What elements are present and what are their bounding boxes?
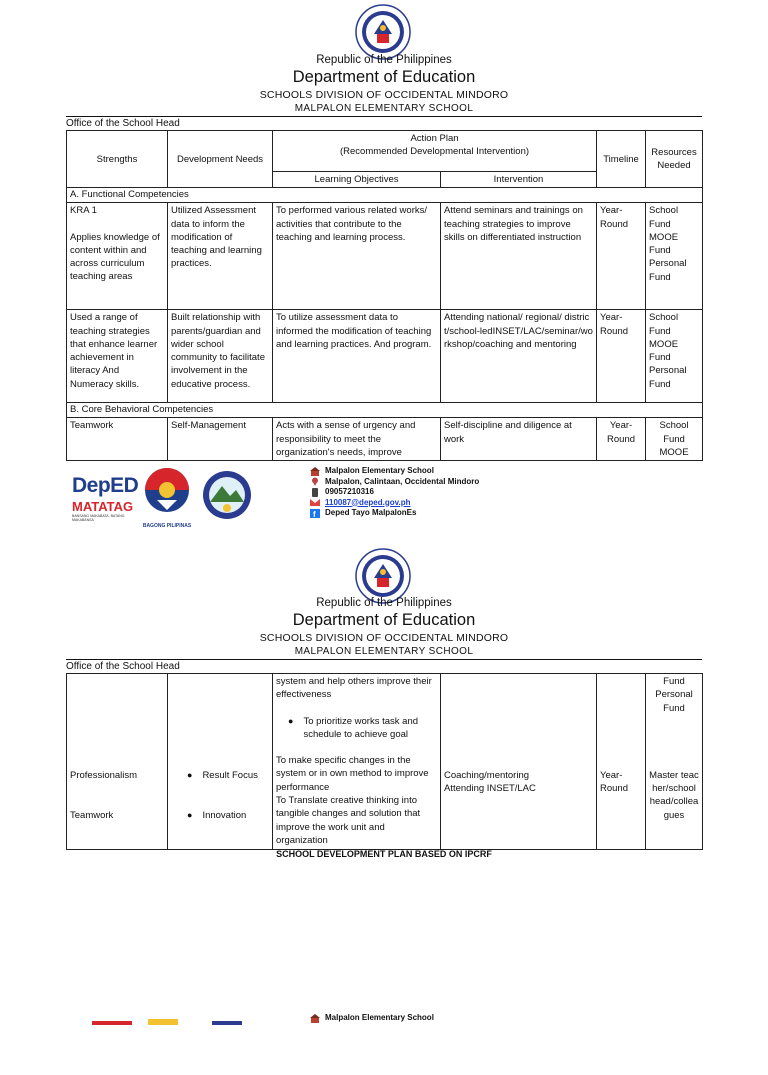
school-logo-icon (202, 470, 252, 520)
action-plan-table-continued (66, 673, 703, 850)
footer (72, 1013, 702, 1075)
col-resources: Resources Needed (646, 131, 703, 188)
gmail-icon (310, 498, 320, 507)
resources-cell: School Fund MOOE (646, 418, 703, 461)
strength-cell (67, 203, 168, 310)
need-result-focus: Result Focus (202, 770, 258, 781)
objective-innovation: To Translate creative thinking into tangible changes and solution that improve the work unit and organization (276, 795, 421, 846)
office-label: Office of the School Head (66, 118, 180, 129)
page-1 (0, 0, 768, 530)
col-learning-objectives: Learning Objectives (273, 172, 441, 188)
objective-bullet: To prioritize works task and schedule to achieve goal (303, 715, 419, 740)
facebook-icon (310, 509, 320, 518)
contact-facebook[interactable]: Deped Tayo MalpalonEs (325, 508, 417, 517)
table-header-row (67, 131, 703, 172)
need-cell: Self-Management (168, 418, 273, 461)
republic-text: Republic of the Philippines (316, 597, 452, 609)
section-core: B. Core Behavioral Competencies (67, 403, 703, 418)
resources-cell (646, 674, 703, 850)
timeline-cell (597, 674, 646, 850)
page-2 (0, 543, 768, 1024)
objective-cell: Acts with a sense of urgency and responsibility to meet the organization's needs, improve (273, 418, 441, 461)
strength-text: Applies knowledge of content within and across curriculum teaching areas (70, 231, 160, 283)
division-text: SCHOOLS DIVISION OF OCCIDENTAL MINDORO (259, 632, 509, 644)
department-title: Department of Education (292, 68, 476, 86)
office-label: Office of the School Head (66, 661, 180, 672)
table-row (67, 674, 703, 850)
resources-people: Master teacher/school head/colleagues (649, 769, 699, 821)
contact-block (310, 466, 479, 519)
school-house-icon (310, 467, 320, 476)
timeline-cell: Year-Round (597, 203, 646, 310)
table-row (67, 418, 703, 461)
matatag-wordmark: MATATAG (72, 499, 134, 514)
action-plan-table (66, 130, 703, 461)
timeline-cell: Year-Round (597, 418, 646, 461)
deped-wordmark: DepED (72, 474, 139, 497)
bagong-pilipinas-text: BAGONG PILIPINAS (142, 523, 192, 529)
intervention-text: Coaching/mentoring Attending INSET/LAC (444, 770, 536, 795)
intervention-cell: Attend seminars and trainings on teaching strategies to improve skills on differentiated instruction (441, 203, 597, 310)
resources-cell: School Fund MOOE Fund Personal Fund (646, 310, 703, 403)
table-row (67, 310, 703, 403)
table-row (67, 203, 703, 310)
strength-cell: Teamwork (67, 418, 168, 461)
contact-address: Malpalon, Calintaan, Occidental Mindoro (325, 476, 480, 486)
strength-cell (67, 674, 168, 850)
objective-cell: To performed various related works/ activities that contribute to the teaching and learning process. (273, 203, 441, 310)
location-pin-icon (310, 477, 320, 486)
col-intervention: Intervention (441, 172, 597, 188)
phone-icon (310, 488, 320, 497)
bagong-pilipinas-icon (137, 466, 197, 518)
objective-cell: system and help others improve their effectiveness ● To prioritize works task and schedule to achieve goal To make specific changes in the system or in own method to improve performance To Translate creative thinking into tangible changes and solution that improve the work unit and organization (273, 674, 441, 850)
school-text: MALPALON ELEMENTARY SCHOOL (294, 646, 474, 657)
col-timeline: Timeline (597, 131, 646, 188)
contact-block (310, 1013, 434, 1024)
strength-teamwork: Teamwork (70, 810, 114, 822)
strength-cell: Used a range of teaching strategies that enhance learner achievement in literacy And Numeracy skills. (67, 310, 168, 403)
resources-continued: Fund Personal Fund (655, 676, 693, 714)
svg-text:f: f (313, 509, 316, 518)
deped-matatag-logo (72, 474, 139, 522)
deped-seal-icon (355, 4, 411, 60)
objective-result-focus: To make specific changes in the system or in own method to improve performance (276, 755, 429, 793)
intervention-cell: Attending national/ regional/ district/school-ledINSET/LAC/seminar/workshop/coaching and mentoring (441, 310, 597, 403)
strength-professionalism: Professionalism (70, 770, 138, 781)
col-action-plan (273, 131, 597, 172)
action-plan-sub: (Recommended Developmental Intervention) (339, 146, 530, 158)
school-text: MALPALON ELEMENTARY SCHOOL (294, 103, 474, 114)
contact-school-name: Malpalon Elementary School (325, 466, 434, 475)
republic-text: Republic of the Philippines (316, 54, 452, 66)
header-rule (66, 116, 702, 117)
division-text: SCHOOLS DIVISION OF OCCIDENTAL MINDORO (259, 89, 509, 101)
intervention-cell (441, 674, 597, 850)
objective-cell: To utilize assessment data to informed the modification of teaching and learning practices. And program. (273, 310, 441, 403)
need-cell: Utilized Assessment data to inform the modification of teaching and learning practices. (168, 203, 273, 310)
bagong-pilipinas-logo (137, 466, 197, 528)
timeline-cell: Year-Round (597, 310, 646, 403)
need-cell: ● Result Focus ● Innovation (168, 674, 273, 850)
intervention-cell: Self-discipline and diligence at work (441, 418, 597, 461)
header-rule (66, 659, 702, 660)
matatag-tagline: BANSANG MAKABATA, BATANG MAKABANSA (72, 514, 125, 522)
col-development-needs: Development Needs (168, 131, 273, 188)
school-logo-partial-icon (212, 1021, 242, 1025)
strength-title: KRA 1 (70, 205, 97, 217)
department-title: Department of Education (292, 611, 476, 629)
col-strengths: Strengths (67, 131, 168, 188)
resources-cell: School Fund MOOE Fund Personal Fund (646, 203, 703, 310)
school-house-icon (310, 1014, 320, 1023)
objective-continued: system and help others improve their effectiveness (276, 676, 432, 701)
timeline-text: Year-Round (600, 770, 628, 795)
bagong-pilipinas-partial-icon (148, 1019, 178, 1025)
footer (72, 466, 702, 528)
deped-logo-partial-icon (92, 1021, 132, 1025)
need-cell: Built relationship with parents/guardian and wider school community to facilitate involvement in the educative process. (168, 310, 273, 403)
deped-seal-icon (355, 548, 411, 604)
contact-phone: 09057210316 (325, 487, 374, 496)
section-functional: A. Functional Competencies (67, 188, 703, 203)
contact-email-link[interactable]: 110087@deped.gov.ph (325, 497, 411, 507)
contact-school-name: Malpalon Elementary School (325, 1013, 434, 1022)
need-innovation: Innovation (202, 810, 247, 822)
action-plan-label: Action Plan (410, 133, 459, 144)
plan-caption: SCHOOL DEVELOPMENT PLAN BASED ON IPCRF (276, 849, 492, 859)
